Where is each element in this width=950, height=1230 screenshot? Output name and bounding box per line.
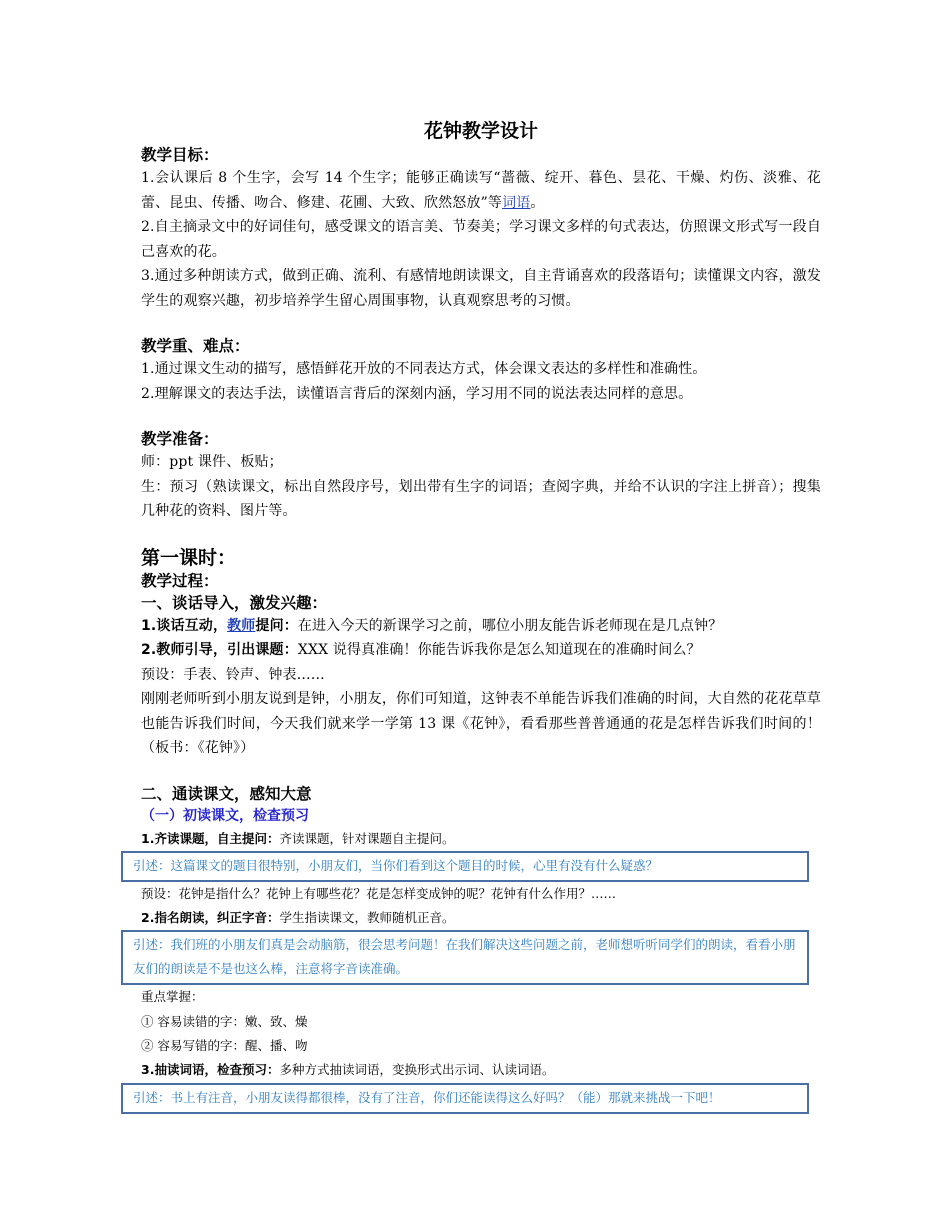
preparation-student: 生：预习（熟读课文，标出自然段序号，划出带有生字的词语；查阅字典，并给不认识的字注上拼音）；搜集几种花的资料、图片等。 (141, 478, 821, 519)
teacher-link[interactable]: 教师 (227, 617, 256, 634)
p2-step2-text: 学生指读课文，教师随机正音。 (279, 910, 455, 926)
part1-narration: 刚刚老师听到小朋友说到是钟，小朋友，你们可知道，这钟表不单能告诉我们准确的时间，大自然的花花草草也能告诉我们时间，今天我们就来学一学第 13 课《花钟》，看看那些普普通通的花是怎样告诉我们时间的！（板书：《花钟》） (141, 691, 821, 756)
step2-text: XXX 说得真准确！你能告诉我你是怎么知道现在的准确时间么？ (297, 642, 701, 658)
part2-step2 (141, 906, 821, 930)
part2-heading: 二、通读课文，感知大意 (141, 784, 312, 803)
key-point-1: 1.通过课文生动的描写，感悟鲜花开放的不同表达方式，体会课文表达的多样性和准确性。 (141, 361, 707, 377)
step1-text: 在进入今天的新课学习之前，哪位小朋友能告诉老师现在是几点钟？ (297, 617, 723, 634)
p2-step2-label: 2.指名朗读，纠正字音： (141, 910, 280, 926)
preparation-teacher: 师：ppt 课件、板贴； (141, 454, 283, 470)
goals-heading: 教学目标： (141, 146, 219, 164)
p2-step1-label: 1.齐读课题，自主提问： (141, 830, 280, 846)
lesson1-heading: 第一课时： (141, 546, 237, 569)
process-heading: 教学过程： (141, 571, 219, 590)
part1-step2 (141, 638, 821, 663)
part2-preset: 预设：花钟是指什么？花钟上有哪些花？花是怎样变成钟的呢？花钟有什么作用？…… (141, 885, 617, 901)
goal-item-1 (141, 166, 821, 215)
step1-label-b: 提问： (255, 617, 298, 634)
quote-box-2: 引述：我们班的小朋友们真是会动脑筋，很会思考问题！在我们解决这些问题之前，老师想听听同学们的朗读，看看小朋友们的朗读是不是也这么棒，注意将字音读准确。 (121, 930, 809, 985)
p2-step1-text: 齐读课题，针对课题自主提问。 (279, 830, 455, 846)
vocab-link[interactable]: 词语 (502, 194, 531, 211)
part1-heading: 一、谈话导入，激发兴趣： (141, 593, 328, 612)
goal-item-1-text: 1.会认课后 8 个生字，会写 14 个生字；能够正确读写“蔷薇、绽开、暮色、昙花、干燥、灼伤、淡雅、花蕾、昆虫、传播、吻合、修建、花圃、大致、欣然怒放”等 (141, 170, 821, 211)
goal-item-2: 2.自主摘录文中的好词佳句，感受课文的语言美、节奏美；学习课文多样的句式表达，仿照课文形式写一段自己喜欢的花。 (141, 219, 821, 260)
preparation-heading: 教学准备： (141, 430, 219, 448)
goal-item-1-end: 。 (530, 194, 545, 211)
quote-box-1: 引述：这篇课文的题目很特别，小朋友们，当你们看到这个题目的时候，心里有没有什么疑惑？ (121, 851, 809, 882)
p2-step3-label: 3.抽读词语，检查预习： (141, 1062, 280, 1078)
key-point-2: 2.理解课文的表达手法，读懂语言背后的深刻内涵，学习用不同的说法表达同样的意思。 (141, 385, 693, 402)
part2-subheading: （一）初读课文，检查预习 (141, 807, 309, 824)
focus-heading: 重点掌握： (141, 989, 204, 1005)
document-content (133, 118, 821, 1114)
part1-preset: 预设：手表、铃声、钟表…… (141, 666, 325, 683)
step1-label-a: 1.谈话互动， (141, 617, 228, 634)
step2-label: 2.教师引导，引出课题： (141, 642, 298, 658)
key-points-heading: 教学重、难点： (141, 337, 250, 355)
part1-step1 (141, 614, 821, 639)
quote-box-3: 引述：书上有注音，小朋友读得都很棒，没有了注音，你们还能读得这么好吗？（能）那就来挑战一下吧！ (121, 1083, 809, 1114)
part2-step1 (141, 827, 821, 851)
page-title: 花钟教学设计 (423, 120, 538, 142)
goal-item-3: 3.通过多种朗读方式，做到正确、流利、有感情地朗读课文，自主背诵喜欢的段落语句；读懂课文内容，激发学生的观察兴趣，初步培养学生留心周围事物，认真观察思考的习惯。 (141, 268, 821, 309)
focus-item-2: ② 容易写错的字：醒、播、吻 (141, 1037, 308, 1053)
part2-step3 (141, 1058, 821, 1082)
focus-item-1: ① 容易读错的字：嫩、致、燥 (141, 1013, 308, 1029)
p2-step3-text: 多种方式抽读词语，变换形式出示词、认读词语。 (279, 1062, 555, 1078)
